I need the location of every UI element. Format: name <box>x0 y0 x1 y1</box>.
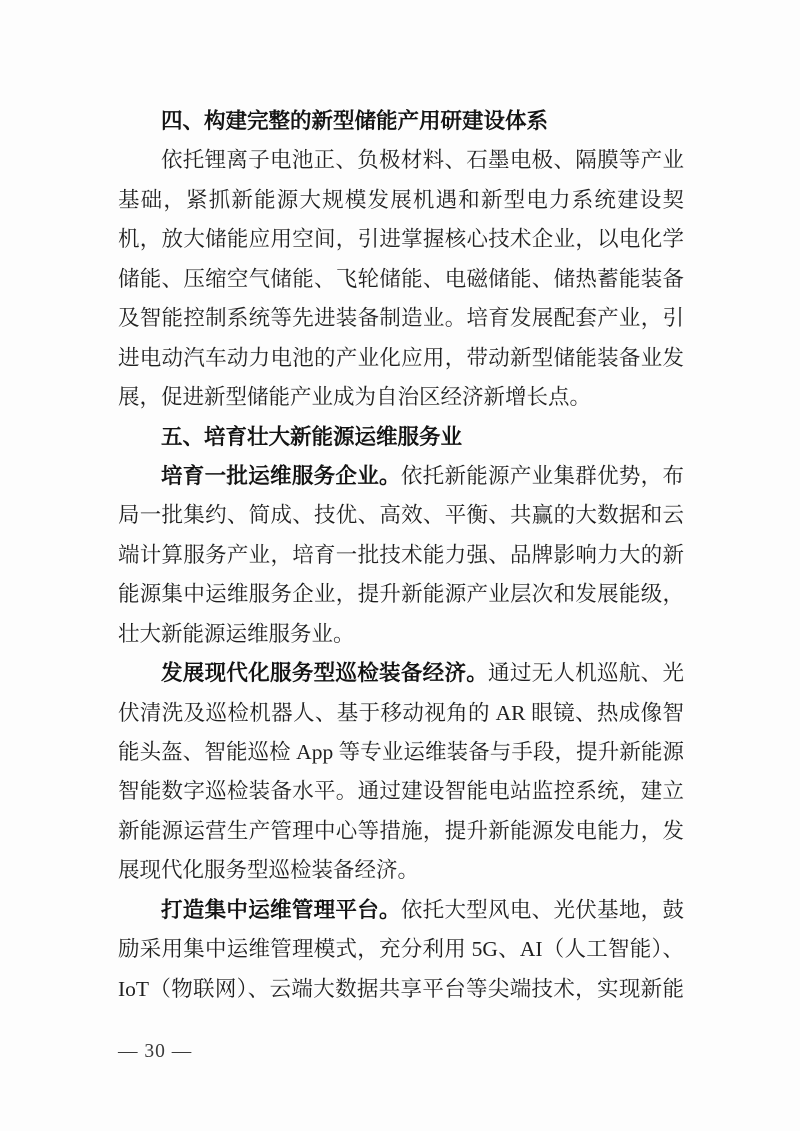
body-line: 及智能控制系统等先进装备制造业。培育发展配套产业，引 <box>118 306 684 331</box>
body-line: 机，放大储能应用空间，引进掌握核心技术企业，以电化学 <box>118 227 684 252</box>
body-line: 展现代化服务型巡检装备经济。 <box>118 858 420 883</box>
paragraph-lead: 打造集中运维管理平台。 <box>161 897 401 922</box>
body-line: 储能、压缩空气储能、飞轮储能、电磁储能、储热蓄能装备 <box>118 266 684 291</box>
paragraph-3 <box>118 654 684 891</box>
body-line: 依托锂离子电池正、负极材料、石墨电极、隔膜等产业 <box>161 148 684 173</box>
body-line <box>118 457 684 496</box>
body-text: 依托新能源产业集群优势，布 <box>400 463 684 488</box>
paragraph-4 <box>118 891 684 1009</box>
paragraph-lead: 培育一批运维服务企业。 <box>161 463 401 488</box>
body-line: 基础，紧抓新能源大规模发展机遇和新型电力系统建设契 <box>118 187 684 212</box>
body-line: 伏清洗及巡检机器人、基于移动视角的 AR 眼镜、热成像智 <box>118 700 684 725</box>
paragraph-2 <box>118 457 684 654</box>
paragraph-1 <box>118 141 684 417</box>
section-4-heading: 四、构建完整的新型储能产用研建设体系 <box>161 109 549 133</box>
paragraph-lead: 发展现代化服务型巡检装备经济。 <box>161 661 489 686</box>
body-line <box>118 891 684 930</box>
body-line: 局一批集约、简成、技优、高效、平衡、共赢的大数据和云 <box>118 503 684 528</box>
body-line: 智能数字巡检装备水平。通过建设智能电站监控系统，建立 <box>118 779 684 804</box>
body-line: 能源集中运维服务企业，提升新能源产业层次和发展能级， <box>118 582 684 607</box>
body-text: 通过无人机巡航、光 <box>488 661 684 686</box>
body-line: 端计算服务产业，培育一批技术能力强、品牌影响力大的新 <box>118 542 684 567</box>
body-line: 能头盔、智能巡检 App 等专业运维装备与手段，提升新能源 <box>118 740 684 764</box>
section-5-heading: 五、培育壮大新能源运维服务业 <box>161 424 463 449</box>
page-number: — 30 — <box>118 1041 193 1062</box>
body-line: 新能源运营生产管理中心等措施，提升新能源发电能力，发 <box>118 818 684 843</box>
document-content <box>118 102 684 1009</box>
body-text: 依托大型风电、光伏基地，鼓 <box>400 897 684 922</box>
body-line <box>118 654 684 693</box>
body-line: 展，促进新型储能产业成为自治区经济新增长点。 <box>118 385 592 410</box>
body-line: 进电动汽车动力电池的产业化应用，带动新型储能装备业发 <box>118 345 684 370</box>
body-line: 励采用集中运维管理模式，充分利用 5G、AI（人工智能）、 <box>118 937 684 962</box>
body-line: 壮大新能源运维服务业。 <box>118 621 355 646</box>
body-line: IoT（物联网）、云端大数据共享平台等尖端技术，实现新能 <box>118 976 684 1001</box>
